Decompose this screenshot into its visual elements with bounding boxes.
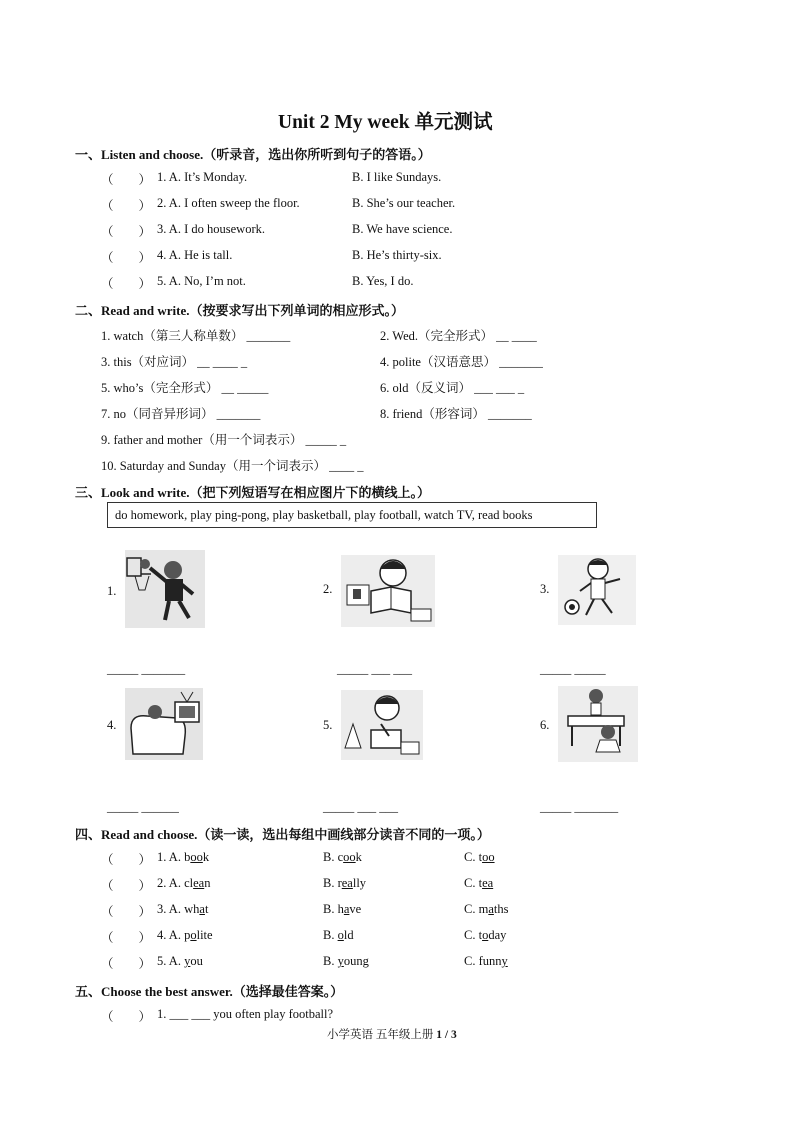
word-form-item[interactable]: 5. who’s（完全形式） __ _____ bbox=[101, 381, 269, 395]
option-a: 5. A. No, I’m not. bbox=[157, 274, 246, 288]
answer-paren[interactable]: （ ） bbox=[101, 853, 152, 867]
option-b: B. old bbox=[323, 928, 354, 942]
picture-number: 3. bbox=[540, 582, 550, 596]
section-1-heading: 一、Listen and choose.（听录音，选出你所听到句子的答语。） bbox=[75, 147, 431, 162]
answer-paren[interactable]: （ ） bbox=[101, 251, 152, 265]
answer-paren[interactable]: （ ） bbox=[101, 277, 152, 291]
option-b: B. young bbox=[323, 954, 369, 968]
option-a: 4. A. He is tall. bbox=[157, 248, 233, 262]
reading-boy-icon bbox=[341, 555, 435, 627]
homework-boy-icon bbox=[341, 690, 423, 760]
football-girl-icon bbox=[558, 555, 636, 625]
option-b: B. She’s our teacher. bbox=[352, 196, 456, 210]
answer-line[interactable]: _____ ___ ___ bbox=[337, 662, 412, 676]
answer-paren[interactable]: （ ） bbox=[101, 1010, 152, 1024]
word-form-item[interactable]: 2. Wed.（完全形式） __ ____ bbox=[380, 329, 537, 343]
page-number: 1 / 3 bbox=[436, 1029, 457, 1041]
option-a: 3. A. what bbox=[157, 902, 209, 916]
word-form-item[interactable]: 3. this（对应词） __ ____ _ bbox=[101, 355, 248, 369]
option-b: B. cook bbox=[323, 850, 362, 864]
answer-paren[interactable]: （ ） bbox=[101, 199, 152, 213]
basketball-boy-icon bbox=[125, 550, 205, 628]
ping-pong-girls-icon bbox=[558, 686, 638, 762]
answer-paren[interactable]: （ ） bbox=[101, 879, 152, 893]
word-form-item[interactable]: 6. old（反义词） ___ ___ _ bbox=[380, 381, 525, 395]
option-b: B. Yes, I do. bbox=[352, 274, 414, 288]
option-a: 2. A. I often sweep the floor. bbox=[157, 196, 300, 210]
option-a: 5. A. you bbox=[157, 954, 203, 968]
word-form-item[interactable]: 1. watch（第三人称单数） _______ bbox=[101, 329, 291, 343]
phrase-box: do homework, play ping-pong, play basketball, play football, watch TV, read books bbox=[107, 502, 597, 528]
answer-paren[interactable]: （ ） bbox=[101, 225, 152, 239]
option-a: 4. A. polite bbox=[157, 928, 213, 942]
answer-line[interactable]: _____ ___ ___ bbox=[323, 800, 398, 814]
answer-paren[interactable]: （ ） bbox=[101, 957, 152, 971]
answer-paren[interactable]: （ ） bbox=[101, 173, 152, 187]
answer-paren[interactable]: （ ） bbox=[101, 905, 152, 919]
word-form-item[interactable]: 4. polite（汉语意思） _______ bbox=[380, 355, 543, 369]
picture-number: 4. bbox=[107, 718, 117, 732]
page-title: Unit 2 My week 单元测试 bbox=[278, 112, 493, 133]
section-2-heading: 二、Read and write.（按要求写出下列单词的相应形式。） bbox=[75, 303, 404, 318]
option-b: B. really bbox=[323, 876, 367, 890]
word-form-item[interactable]: 9. father and mother（用一个词表示） _____ _ bbox=[101, 433, 347, 447]
section-5-heading: 五、Choose the best answer.（选择最佳答案。） bbox=[75, 984, 344, 999]
option-a: 2. A. clean bbox=[157, 876, 211, 890]
footer-label: 小学英语 五年级上册 bbox=[327, 1029, 437, 1041]
answer-line[interactable]: _____ ______ bbox=[107, 800, 179, 814]
option-b: B. have bbox=[323, 902, 362, 916]
option-a: 3. A. I do housework. bbox=[157, 222, 265, 236]
page-footer bbox=[327, 1026, 457, 1042]
option-c: C. today bbox=[464, 928, 507, 942]
section-3-heading: 三、Look and write.（把下列短语写在相应图片下的横线上。） bbox=[75, 485, 430, 500]
option-b: B. I like Sundays. bbox=[352, 170, 442, 184]
answer-line[interactable]: _____ _______ bbox=[540, 800, 619, 814]
picture-number: 2. bbox=[323, 582, 333, 596]
section-4-heading: 四、Read and choose.（读一读，选出每组中画线部分读音不同的一项。） bbox=[75, 827, 490, 842]
option-c: C. maths bbox=[464, 902, 509, 916]
word-form-item[interactable]: 8. friend（形容词） _______ bbox=[380, 407, 532, 421]
picture-number: 1. bbox=[107, 584, 117, 598]
option-b: B. He’s thirty-six. bbox=[352, 248, 442, 262]
option-a: 1. A. book bbox=[157, 850, 210, 864]
option-a: 1. A. It’s Monday. bbox=[157, 170, 248, 184]
picture-number: 6. bbox=[540, 718, 550, 732]
option-b: B. We have science. bbox=[352, 222, 453, 236]
watching-tv-icon bbox=[125, 688, 203, 760]
answer-line[interactable]: _____ _______ bbox=[107, 662, 186, 676]
option-c: C. tea bbox=[464, 876, 494, 890]
option-c: C. too bbox=[464, 850, 495, 864]
question-text: 1. ___ ___ you often play football? bbox=[157, 1007, 334, 1021]
word-form-item[interactable]: 7. no（同音异形词） _______ bbox=[101, 407, 261, 421]
answer-line[interactable]: _____ _____ bbox=[540, 662, 606, 676]
word-form-item[interactable]: 10. Saturday and Sunday（用一个词表示） ____ _ bbox=[101, 459, 364, 473]
option-c: C. funny bbox=[464, 954, 508, 968]
answer-paren[interactable]: （ ） bbox=[101, 931, 152, 945]
picture-number: 5. bbox=[323, 718, 333, 732]
